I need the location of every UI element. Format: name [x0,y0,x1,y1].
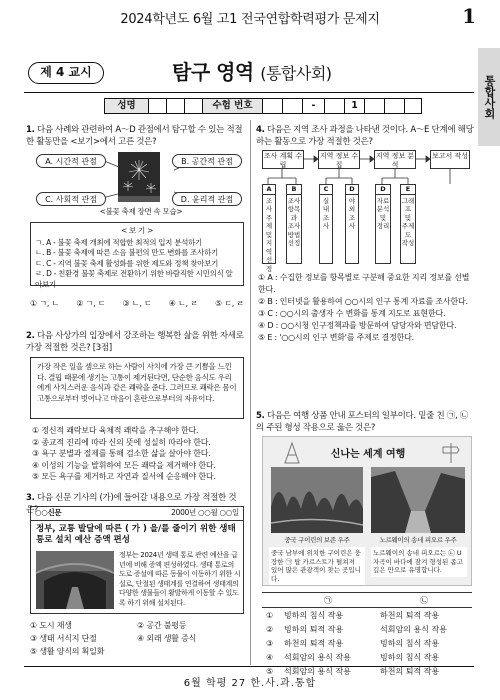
q5-option-b: 석회암의 용식 작용 [380,624,447,634]
q3-option-3[interactable]: ③ 생태 서식지 단절 [30,634,97,643]
q5-header-b: ㉡ [420,595,428,605]
side-subject-tab: 통합사회 [478,48,500,146]
q1-option-5[interactable]: ⑤ ㄷ, ㄹ [214,299,244,308]
q5-fjord-photo [371,467,465,533]
q5-option-b: 빙하의 침식 작용 [380,638,440,648]
q4-col-c [319,184,333,264]
q3-options [30,620,244,657]
q3-option-1[interactable]: ① 도시 재생 [30,621,72,630]
q1-image-caption: <불꽃 축제 장면 속 모습> [99,207,183,216]
q3-paper-name: ○○신문 [35,508,62,517]
q4-option-2[interactable]: ② B : 인터넷을 활용하여 ○○시의 인구 통계 자료를 조사한다. [258,297,468,306]
q1-stem-text: 다음 사례와 관련하여 A～D 관점에서 탐구할 수 있는 적절한 활동만을 <보기>에서 고른 것은? [26,125,243,147]
karst-tower-icon [271,467,363,533]
q1-bogi-title: < 보 기 > [120,226,154,235]
q5-option-row-1[interactable] [262,608,472,623]
q5-signpost-icon [439,441,463,465]
q4-flow-diagram [262,150,470,273]
q3-option-2[interactable]: ② 공간 불평등 [137,621,187,630]
q4-option-5[interactable]: ⑤ E : '○○시의 인구 변화'를 주제로 결정한다. [258,333,415,342]
exam-no-box-3[interactable] [325,99,345,113]
q4-col-letter: D [346,185,358,195]
q5-stem [256,410,474,434]
footer-divider [24,666,474,667]
exam-no-dash: - [303,99,325,113]
q5-option-row-3[interactable] [262,636,472,650]
q4-option-4[interactable]: ④ D : ○○시청 인구정책과를 방문하여 담당자와 면담한다. [258,321,457,330]
q5-option-a: 하천의 퇴적 작용 [284,638,344,648]
q4-col-text: 조사 항목과 조사 방법 선정 [287,196,301,247]
q4-col-letter: A [263,185,275,195]
q3-article-body: 정부는 2024년 생태 통로 관련 예산을 급년에 비해 증액 편성하였다. 생태 통로의 도로 증설에 따른 동물이 이동하기 위한 시설로, 단절된 생태계를 연결하여 생태계의 다양한 생물들이 활발하게 이동할 수 있도록 하기 위해 설치된다. [119,551,241,607]
exam-no-box-5[interactable] [365,99,385,113]
q3-option-5[interactable]: ⑤ 생활 양식의 획일화 [30,647,105,656]
q4-col-letter: D [376,185,390,195]
q5-option-b: 빙하의 침식 작용 [380,652,440,662]
q4-col-text: 실내 조사 [322,196,330,230]
subject-area [172,56,332,85]
name-label: 성명 [105,99,149,113]
q4-col-d-analysis [375,184,391,264]
exam-no-label: 수험 번호 [203,99,263,113]
q4-option-3[interactable]: ③ C : ○○시의 출생자 수 변화를 통계 지도로 표현한다. [258,309,446,318]
q4-col-letter: E [401,185,415,195]
q5-option-num: ③ [266,638,274,648]
q5-desc-fjord: 노르웨이의 송네 피오르는 ㉡ U자곡이 바다에 잠겨 형성된 좁고 깊은 만으로 유명합니다. [371,547,467,577]
q4-col-letter: B [287,185,301,195]
q1-diagram [36,152,240,214]
q5-option-num: ① [266,610,274,620]
q5-option-b: 하천의 퇴적 작용 [380,666,440,676]
q5-desc-guilin: 중국 남부에 위치한 구이린은 웅장한 ㉠ 탑 카르스트가 펼쳐져 있어 많은 관광객이 찾는 곳입니다. [269,547,365,585]
q5-stem-text: 다음은 여행 상품 안내 포스터의 일부이다. 밑줄 친 ㉠, ㉡의 주된 형성 작용으로 옳은 것은? [256,411,468,433]
q5-option-num: ② [266,624,274,634]
q4-col-b [286,184,302,264]
q4-step-2: 지역 정보 수집 [319,152,359,169]
q1-pill-a: A. 시간적 관점 [36,154,106,168]
q2-option-2[interactable]: ② 종교적 진리에 따라 신의 뜻에 성실히 따라야 한다. [32,437,211,447]
q1-options [30,298,244,309]
q1-bogi-item: ㄱ. A - 불꽃 축제 개최에 적합한 최적의 입지 분석하기 [35,237,202,247]
q1-option-2[interactable]: ② ㄱ, ㄷ [76,299,106,308]
page-footer: 6월 학평 27 한.사.과.통합 [183,678,317,689]
q4-stem [256,124,474,148]
q1-pill-b: B. 공간적 관점 [172,154,242,168]
q5-option-row-2[interactable] [262,622,472,636]
q4-col-text: 야외 조사 [348,196,356,230]
q2-option-5[interactable]: ⑤ 모든 욕구를 제거하고 자연과 질서에 순응해야 한다. [32,472,216,481]
q4-col-text: 조사 주제 및 지역 선정 [265,196,273,273]
q4-step-4: 보고서 작성 [430,150,470,169]
q5-option-b: 하천의 퇴적 작용 [380,610,440,620]
q3-eco-bridge-photo [36,551,114,609]
q5-photo2-caption: 노르웨이의 송네 피오르 우주 [379,536,457,544]
q5-poster-title: 신나는 세계 여행 [330,449,406,460]
subject-area-sub: (통합사회) [260,64,332,83]
q5-poster [262,436,472,586]
q5-number: 5. [256,411,265,421]
q4-step-1: 조사 계획 수립 [263,152,303,169]
q1-pill-d: D. 윤리적 관점 [172,192,242,206]
q1-pill-c: C. 사회적 관점 [36,192,106,206]
q2-option-4[interactable]: ④ 이성의 기능을 발휘하여 모든 쾌락을 제거해야 한다. [32,460,216,470]
exam-title: 2024학년도 6월 고1 전국연합학력평가 문제지 [120,12,380,27]
q5-guilin-photo [271,467,363,533]
page-number: 1 [462,4,476,28]
q3-stem-text: 다음 신문 기사의 (가)에 들어갈 내용으로 가장 적절한 것은? [26,493,237,515]
q5-table-header [262,593,472,608]
q5-option-row-4[interactable] [262,650,472,664]
q2-number: 2. [26,331,35,341]
q4-number: 4. [256,125,265,135]
session-label: 제 4 교시 [28,62,104,84]
fjord-icon [371,467,465,533]
q1-bogi-item: ㄴ. B - 불꽃 축제에 따른 소음 불편의 만도 변화를 조사하기 [35,248,218,257]
q1-bogi-box [30,222,244,289]
q1-option-4[interactable]: ④ ㄴ, ㄹ [168,299,198,308]
fireworks-image [118,152,160,202]
fireworks-icon [118,152,160,202]
q2-passage-box: 가장 작은 일을 셈으로 하는 사람이 사치에 가장 큰 기쁨을 느낀다. 결핍 때문에 생기는 고통이 제거된다면, 단순한 음식도 우리에게 사치스러운 음식과 같은 쾌락을 준다. 그러므로 쾌락은 몸이 고통으로부터 벗어나고 마음이 혼란으로부터의 자유이다. [30,357,244,419]
q5-option-a: 석회암의 용식 작용 [284,652,351,662]
name-box-3[interactable] [185,99,203,113]
exam-no-value: 1 [345,99,365,113]
q2-options [32,425,246,483]
q5-header-blank [262,593,280,608]
q3-headline: 정부, 교통 발달에 따른 ( 가 ) 을/를 줄이기 위한 생태 통로 설치 예산 증액 편성 [36,523,236,545]
q1-bogi-item: ㄷ. C - 지역 불꽃 축제 활성화를 위한 제도와 정책 찾아보기 [35,258,219,268]
q4-col-letter: C [320,185,332,195]
exam-no-box-2[interactable] [283,99,303,113]
q4-option-1[interactable]: ① A : 수집한 정보를 항목별로 구분해 중요한 지리 정보를 선별한다. [258,273,470,294]
q2-stem [26,330,246,354]
q4-col-e [400,184,416,264]
exam-no-box-1[interactable] [263,99,283,113]
q3-number: 3. [26,493,35,503]
q4-step-3: 지역 정보 분석 [375,152,415,169]
student-info-bar [104,98,422,114]
eco-bridge-icon [36,551,114,609]
q4-col-text: 그래프 및 주제도 작성 [401,196,415,247]
q3-newspaper [30,506,244,614]
q1-stem [26,124,246,148]
column-divider [250,120,251,665]
q5-option-a: 빙하의 침식 작용 [284,610,344,620]
exam-no-box-6[interactable] [385,99,405,113]
q5-header-a: ㉠ [324,595,332,605]
q2-option-3[interactable]: ③ 욕구 분별과 절제를 통해 검소한 삶을 살아야 한다. [32,449,211,458]
header-divider [24,92,474,93]
q4-col-text: 자료 분석 및 정리 [376,196,390,230]
q5-option-num: ④ [266,652,274,662]
q3-option-4[interactable]: ④ 외래 생활 증식 [137,634,197,643]
q1-option-3[interactable]: ③ ㄴ, ㄷ [122,299,152,308]
q4-stem-text: 다음은 지역 조사 과정을 나타낸 것이다. A～E 단계에 해당하는 활동으로 가장 적절한 것은? [256,125,474,147]
exam-no-box-7[interactable] [405,99,421,113]
q5-option-a: 석회암의 용식 작용 [284,666,351,676]
q5-photo1-caption: 중국 구이린의 보존 우주 [284,536,350,544]
q4-col-d-field [345,184,359,264]
q2-option-1[interactable]: ① 정신적 쾌락보다 육체적 쾌락을 추구해야 한다. [32,426,199,435]
q3-newspaper-masthead [31,507,243,521]
q4-options [258,272,472,344]
q1-bogi-item: ㄹ. D - 친환경 불꽃 축제로 전환하기 위한 바람직한 시민의식 알아보기 [35,269,233,289]
q3-paper-date: 2000년 ○○월 ○○일 [171,508,239,517]
name-box-2[interactable] [167,99,185,113]
q4-col-a [262,184,276,273]
q1-option-1[interactable]: ① ㄱ, ㄴ [30,299,60,308]
q5-option-num: ⑤ [266,666,274,676]
name-box-1[interactable] [149,99,167,113]
q1-number: 1. [26,125,35,135]
q5-option-a: 빙하의 퇴적 작용 [284,624,344,634]
q2-stem-text: 다음 사상가의 입장에서 강조하는 행복한 삶을 위한 자세로 가장 적절한 것은? [3점] [26,331,244,353]
subject-area-main: 탐구 영역 [172,60,254,84]
